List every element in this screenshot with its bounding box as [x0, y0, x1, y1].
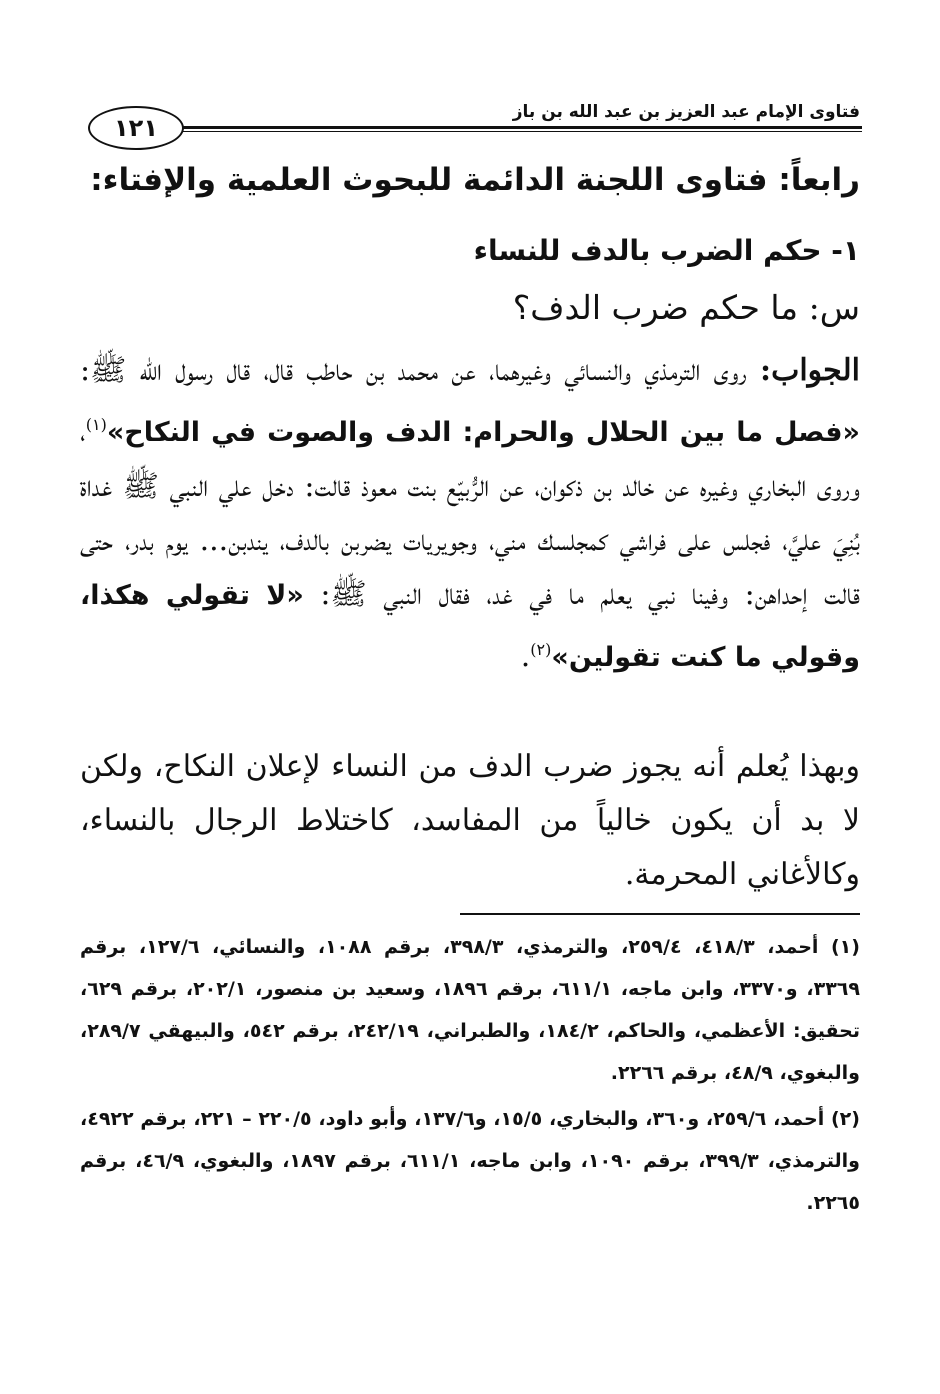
- footnote-rule: [460, 913, 860, 915]
- footnote-ref-1[interactable]: (١): [85, 415, 107, 434]
- footnote-1: (١) أحمد، ٤١٨/٣، ٢٥٩/٤، والترمذي، ٣٩٨/٣، برقم ١٠٨٨، والنسائي، ١٢٧/٦، برقم ٣٣٦٩، و٣٣٧٠، وابن ماجه، ٦١١/١، برقم ١٨٩٦، وسعيد بن منصور، ٢٠٢/١، برقم ٦٢٩، تحقيق: الأعظمي، والحاكم، ١٨٤/٢، والطبراني، ٢٤٢/١٩، برقم ٥٤٢، والبيهقي ٢٨٩/٧، والبغوي، ٤٨/٩، برقم ٢٢٦٦.: [80, 936, 861, 1084]
- item-title: ١- حكم الضرب بالدف للنساء: [473, 234, 860, 267]
- answer-text-2: ، وروى البخاري وغيره عن خالد بن ذكوان، عن الرُّبيّع بنت معوذ قالت: دخل علي النبي ﷺ غداة بُنِيَ عليَّ، فجلس على فراشي كمجلسك مني، وجويريات يضربن بالدف، يندبن... يوم بدر، حتى قالت إحداهن: وفينا نبي يعلم ما في غد، فقال النبي ﷺ:: [80, 414, 860, 612]
- page-number: ١٢١: [88, 106, 184, 150]
- conclusion-paragraph: وبهذا يُعلم أنه يجوز ضرب الدف من النساء لإعلان النكاح، ولكن لا بد أن يكون خالياً من المفاسد، كاختلاط الرجال بالنساء، وكالأغاني المحرمة.: [80, 749, 860, 892]
- hadith-quote-2: «لا تقولي هكذا، وقولي ما كنت تقولين»: [80, 580, 860, 673]
- question: س: ما حكم ضرب الدف؟: [512, 288, 860, 327]
- running-title: فتاوى الإمام عبد العزيز بن عبد الله بن باز: [512, 102, 860, 122]
- footnotes: [80, 926, 860, 1228]
- hadith-quote-1: «فصل ما بين الحلال والحرام: الدف والصوت في النكاح»: [106, 417, 860, 448]
- answer-paragraph: [80, 344, 860, 685]
- answer-text-1: روى الترمذي والنسائي وغيرهما، عن محمد بن حاطب قال، قال رسول الله ﷺ:: [80, 353, 760, 388]
- answer-text-3: .: [520, 639, 531, 674]
- section-heading: رابعاً: فتاوى اللجنة الدائمة للبحوث العلمية والإفتاء:: [90, 162, 860, 198]
- answer-label: الجواب:: [760, 353, 860, 388]
- footnote-2: (٢) أحمد، ٢٥٩/٦، و٣٦٠، والبخاري، ١٥/٥، و١٣٧/٦، وأبو داود، ٢٢٠/٥ – ٢٢١، برقم ٤٩٢٢، والترمذي، ٣٩٩/٣، برقم ١٠٩٠، وابن ماجه، ٦١١/١، برقم ١٨٩٧، والبغوي، ٤٦/٩، برقم ٢٢٦٥.: [80, 1108, 860, 1214]
- header-rule: [160, 126, 862, 132]
- footnote-ref-2[interactable]: (٢): [530, 640, 552, 659]
